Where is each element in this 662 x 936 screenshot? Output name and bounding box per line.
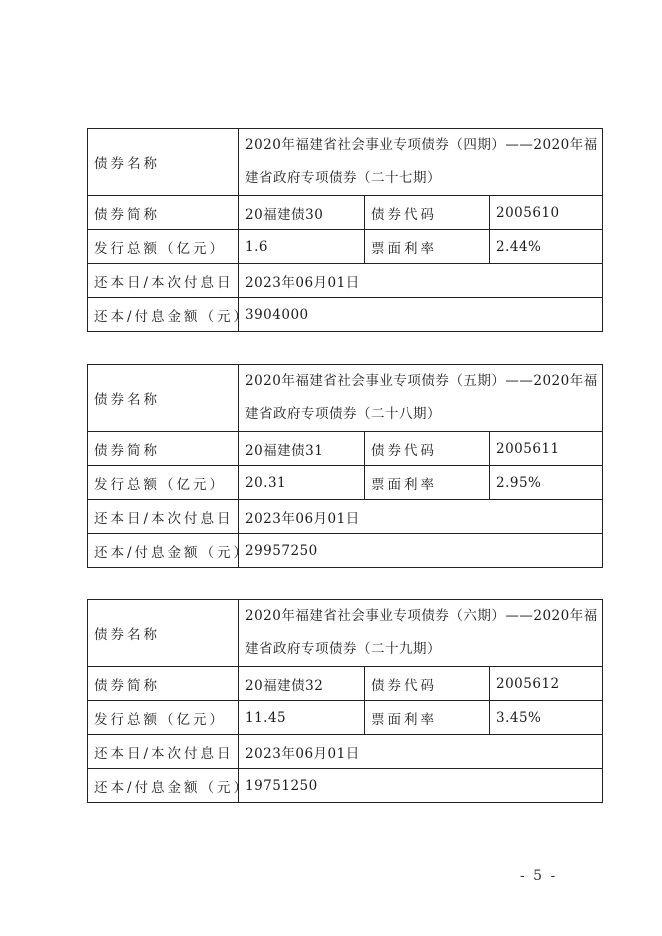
value-coupon-rate: 2.44% bbox=[490, 230, 603, 264]
row-payment-date bbox=[88, 264, 603, 298]
label-bond-name: 债券名称 bbox=[88, 365, 239, 432]
row-payment-date bbox=[88, 500, 603, 534]
value-bond-name: 2020年福建省社会事业专项债券（五期）——2020年福建省政府专项债券（二十八期） bbox=[239, 365, 603, 432]
value-issue-amount: 1.6 bbox=[239, 230, 365, 264]
value-payment-amount: 29957250 bbox=[239, 534, 603, 568]
label-bond-code: 债券代码 bbox=[365, 667, 490, 701]
label-bond-code: 债券代码 bbox=[365, 432, 490, 466]
value-payment-date: 2023年06月01日 bbox=[239, 500, 603, 534]
label-issue-amount: 发行总额（亿元） bbox=[88, 701, 239, 735]
label-short-name: 债券简称 bbox=[88, 432, 239, 466]
value-coupon-rate: 3.45% bbox=[490, 701, 603, 735]
label-coupon-rate: 票面利率 bbox=[365, 466, 490, 500]
value-bond-code: 2005611 bbox=[490, 432, 603, 466]
row-amount-rate bbox=[88, 230, 603, 264]
bond-table-1 bbox=[87, 128, 603, 332]
label-bond-code: 债券代码 bbox=[365, 196, 490, 230]
label-coupon-rate: 票面利率 bbox=[365, 230, 490, 264]
label-payment-date: 还本日/本次付息日 bbox=[88, 735, 239, 769]
row-amount-rate bbox=[88, 466, 603, 500]
bond-table-2 bbox=[87, 364, 603, 568]
value-bond-code: 2005612 bbox=[490, 667, 603, 701]
value-payment-amount: 3904000 bbox=[239, 298, 603, 332]
row-payment-amount bbox=[88, 298, 603, 332]
row-short-name-code bbox=[88, 667, 603, 701]
label-coupon-rate: 票面利率 bbox=[365, 701, 490, 735]
row-bond-name bbox=[88, 129, 603, 196]
label-payment-date: 还本日/本次付息日 bbox=[88, 264, 239, 298]
row-bond-name bbox=[88, 365, 603, 432]
label-bond-name: 债券名称 bbox=[88, 129, 239, 196]
value-issue-amount: 20.31 bbox=[239, 466, 365, 500]
row-short-name-code bbox=[88, 196, 603, 230]
label-short-name: 债券简称 bbox=[88, 667, 239, 701]
label-payment-amount: 还本/付息金额（元） bbox=[88, 534, 239, 568]
value-payment-date: 2023年06月01日 bbox=[239, 264, 603, 298]
label-issue-amount: 发行总额（亿元） bbox=[88, 230, 239, 264]
value-short-name: 20福建债32 bbox=[239, 667, 365, 701]
value-bond-code: 2005610 bbox=[490, 196, 603, 230]
value-bond-name: 2020年福建省社会事业专项债券（四期）——2020年福建省政府专项债券（二十七期） bbox=[239, 129, 603, 196]
row-short-name-code bbox=[88, 432, 603, 466]
label-payment-amount: 还本/付息金额（元） bbox=[88, 298, 239, 332]
value-issue-amount: 11.45 bbox=[239, 701, 365, 735]
row-payment-amount bbox=[88, 769, 603, 803]
row-amount-rate bbox=[88, 701, 603, 735]
row-payment-amount bbox=[88, 534, 603, 568]
value-bond-name: 2020年福建省社会事业专项债券（六期）——2020年福建省政府专项债券（二十九期） bbox=[239, 600, 603, 667]
value-payment-date: 2023年06月01日 bbox=[239, 735, 603, 769]
row-bond-name bbox=[88, 600, 603, 667]
row-payment-date bbox=[88, 735, 603, 769]
label-short-name: 债券简称 bbox=[88, 196, 239, 230]
bond-table-3 bbox=[87, 599, 603, 803]
label-issue-amount: 发行总额（亿元） bbox=[88, 466, 239, 500]
value-short-name: 20福建债31 bbox=[239, 432, 365, 466]
label-bond-name: 债券名称 bbox=[88, 600, 239, 667]
label-payment-date: 还本日/本次付息日 bbox=[88, 500, 239, 534]
value-payment-amount: 19751250 bbox=[239, 769, 603, 803]
value-short-name: 20福建债30 bbox=[239, 196, 365, 230]
label-payment-amount: 还本/付息金额（元） bbox=[88, 769, 239, 803]
page-number: - 5 - bbox=[520, 868, 558, 884]
value-coupon-rate: 2.95% bbox=[490, 466, 603, 500]
